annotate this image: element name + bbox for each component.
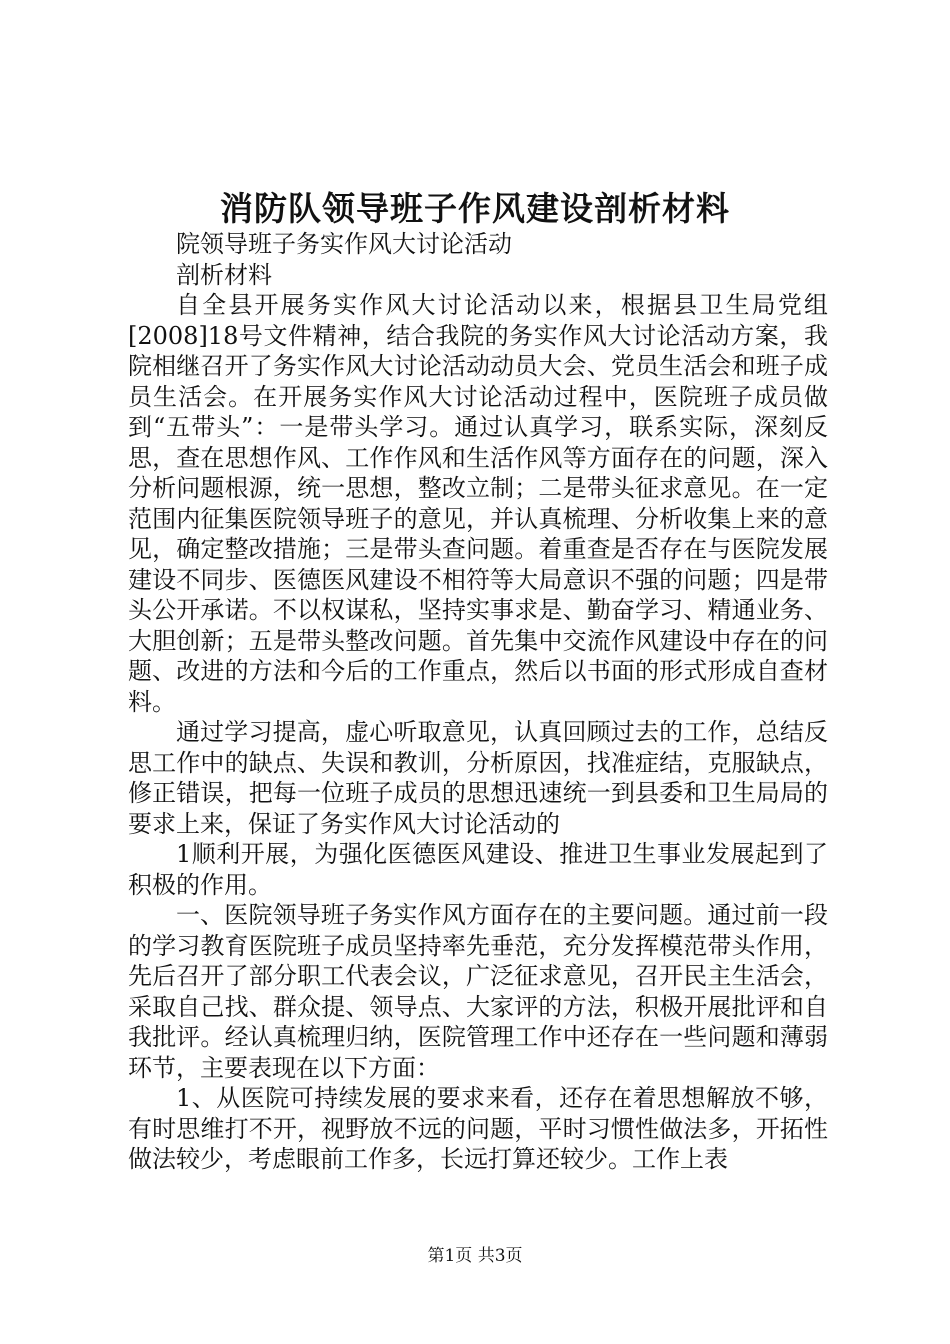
paragraph: 一、医院领导班子务实作风方面存在的主要问题。通过前一段的学习教育医院班子成员坚持率先垂范，充分发挥模范带头作用，先后召开了部分职工代表会议，广泛征求意见，召开民主生活会，采取自己找、群众提、领导点、大家评的方法，积极开展批评和自我批评。经认真梳理归纳，医院管理工作中还存在一些问题和薄弱环节，主要表现在以下方面： (128, 901, 828, 1082)
document-body (128, 229, 828, 1175)
page-footer: 第1页 共3页 (427, 1246, 523, 1266)
paragraph: 1、从医院可持续发展的要求来看，还存在着思想解放不够，有时思维打不开，视野放不远的问题，平时习惯性做法多，开拓性做法较少，考虑眼前工作多，长远打算还较少。工作上表 (128, 1084, 828, 1173)
paragraph: 自全县开展务实作风大讨论活动以来，根据县卫生局党组[2008]18号文件精神，结合我院的务实作风大讨论活动方案，我院相继召开了务实作风大讨论活动动员大会、党员生活会和班子成员生活会。在开展务实作风大讨论活动过程中，医院班子成员做到“五带头”：一是带头学习。通过认真学习，联系实际，深刻反思，查在思想作风、工作作风和生活作风等方面存在的问题，深入分析问题根源，统一思想，整改立制；二是带头征求意见。在一定范围内征集医院领导班子的意见，并认真梳理、分析收集上来的意见，确定整改措施；三是带头查问题。着重查是否存在与医院发展建设不同步、医德医风建设不相符等大局意识不强的问题；四是带头公开承诺。不以权谋私，坚持实事求是、勤奋学习、精通业务、大胆创新；五是带头整改问题。首先集中交流作风建设中存在的问题、改进的方法和今后的工作重点，然后以书面的形式形成自查材料。 (128, 291, 828, 716)
paragraph: 通过学习提高，虚心听取意见，认真回顾过去的工作，总结反思工作中的缺点、失误和教训，分析原因，找准症结，克服缺点，修正错误，把每一位班子成员的思想迅速统一到县委和卫生局局的要求上来，保证了务实作风大讨论活动的 (128, 718, 828, 838)
subtitle-line-2: 剖析材料 (176, 260, 272, 289)
document-title: 消防队领导班子作风建设剖析材料 (220, 189, 730, 228)
subtitle-line-1: 院领导班子务实作风大讨论活动 (176, 230, 512, 258)
paragraph: 1顺利开展，为强化医德医风建设、推进卫生事业发展起到了积极的作用。 (128, 840, 828, 899)
